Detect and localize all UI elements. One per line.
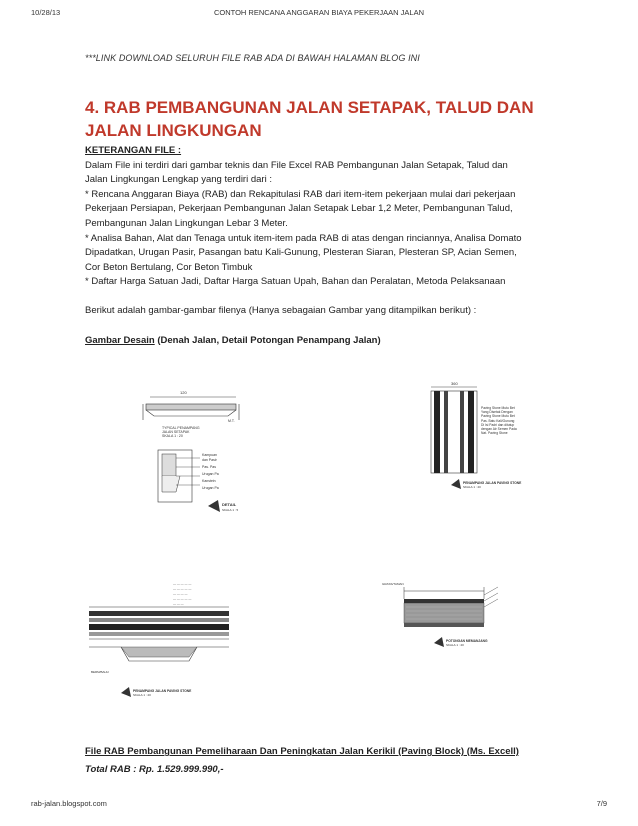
svg-text:— — — — —: — — — — — [173,597,192,601]
body-line: Dipadatkan, Urugan Pasir, Pasangan batu Kali-Gunung, Plesteran Siaran, Plesteran SP, Acian Semen, [85,247,517,259]
svg-text:— — —: — — — [173,602,184,606]
article-title-line-1: 4. RAB PEMBANGUNAN JALAN SETAPAK, TALUD DAN [85,98,534,117]
footer-url: rab-jalan.blogspot.com [31,799,107,808]
article-body [85,144,555,319]
gambar-desain-heading [85,335,381,346]
figure-longitudinal-section [376,577,502,667]
body-line: Jalan Lingkungan Lengkap yang terdiri dari : [85,174,272,186]
fig4-scale: SKALA 1 : 20 [446,643,464,647]
svg-text:— — — — —: — — — — — [173,582,192,586]
fig4-top: GRASS/TAMAN [382,582,404,586]
fig2-scale: SKALA 1 : 20 [463,485,481,489]
body-line: Pekerjaan Persiapan, Pekerjaan Pembangunan Jalan Setapak Lebar 1,2 Meter, Pembangunan Talud, [85,203,513,215]
fig2-label: PENAMPANG JALAN PAVING STONE [463,481,522,485]
fig1-note: Urugan Pa [202,472,219,476]
drawing-stamp-icon [434,637,444,647]
figure-paving-road-section [85,577,233,707]
fig1-label2: JALAN SETAPAK [162,430,190,434]
print-title: CONTOH RENCANA ANGGARAN BIAYA PEKERJAAN JALAN [213,8,425,17]
fig2-note: Paving Stone Mutu Bet [481,414,515,418]
fig1-note: Urugan Pa [202,486,219,490]
body-line: * Daftar Harga Satuan Jadi, Daftar Harga Satuan Upah, Bahan dan Peralatan, Metoda Pelaksanaan [85,276,506,288]
fig4-label: POTONGAN MEMANJANG [446,639,488,643]
fig3-label: PENAMPANG JALAN PAVING STONE [133,689,192,693]
fig2-note: Nat. Paving Stone [481,431,508,435]
gambar-desain-caption: (Denah Jalan, Detail Potongan Penampang Jalan) [154,335,381,346]
fig1-scale: SKALA 1 : 20 [162,434,183,438]
keterangan-label: KETERANGAN FILE : [85,145,182,156]
fig1-note: Kanstein [202,479,216,483]
fig3-left: BERM/BAHU [91,670,109,674]
fig2-note: Paving Stone Mutu Bet [481,406,515,410]
fig2-dim: 360 [451,381,458,386]
fig1-detail-scale: SKALA 1 : 5 [222,508,239,512]
total-rab: Total RAB : Rp. 1.529.999.990,- [85,764,224,775]
file-rab-link[interactable]: File RAB Pembangunan Pemeliharaan Dan Peningkatan Jalan Kerikil (Paving Block) (Ms. Excell) [85,746,519,757]
fig1-detail: DETAIL [222,502,237,507]
fig1-note: dan Pasir [202,458,217,462]
body-line: Cor Beton Bertulang, Cor Beton Timbuk [85,261,253,273]
fig3-scale: SKALA 1 : 20 [133,693,151,697]
body-line: * Analisa Bahan, Alat dan Tenaga untuk item-item pada RAB di atas dengan rinciannya, Analisa Domato [85,232,522,244]
figure-paving-stone-plan [417,381,523,495]
fig1-note: Kampuan [202,453,217,457]
article-title [85,96,555,142]
fig1-note: Pas. Pas [202,465,217,469]
download-notice: ***LINK DOWNLOAD SELURUH FILE RAB ADA DI BAWAH HALAMAN BLOG INI [85,53,420,63]
body-line: Dalam File ini terdiri dari gambar teknis dan File Excel RAB Pembangunan Jalan Setapak, Talud dan [85,159,508,171]
images-intro: Berikut adalah gambar-gambar filenya (Hanya sebagaian Gambar yang ditampilkan berikut) : [85,304,477,316]
print-date: 10/28/13 [31,8,61,17]
svg-text:— — — —: — — — — [173,592,188,596]
footer-page-number: 7/9 [596,799,607,808]
fig2-note: Di Isi Padri dan ditutup [481,423,515,427]
fig2-note: Yang Disetak Dengan [481,410,513,414]
drawing-stamp-icon [121,687,131,697]
drawing-stamp-icon [451,479,461,489]
drawing-stamp-icon [208,500,220,512]
fig1-dim: 120 [180,390,187,395]
fig2-note: Pas. Batu Kali/Gunung [481,419,515,423]
svg-text:— — — — —: — — — — — [173,587,192,591]
fig1-label1: TYPICAL PENAMPANG [162,426,200,430]
fig1-mt: M.T. [228,419,235,423]
fig2-note: dengan Air Semen Pada [481,427,517,431]
body-line: * Rencana Anggaran Biaya (RAB) dan Rekapitulasi RAB dari item-item pekerjaan mulai dari pekerjaan [85,188,516,200]
article-title-line-2: JALAN LINGKUNGAN [85,121,262,140]
body-line: Pembangunan Jalan Lingkungan Lebar 3 Meter. [85,217,288,229]
gambar-desain-link[interactable]: Gambar Desain [85,335,155,346]
figure-typical-setapak [140,372,246,522]
